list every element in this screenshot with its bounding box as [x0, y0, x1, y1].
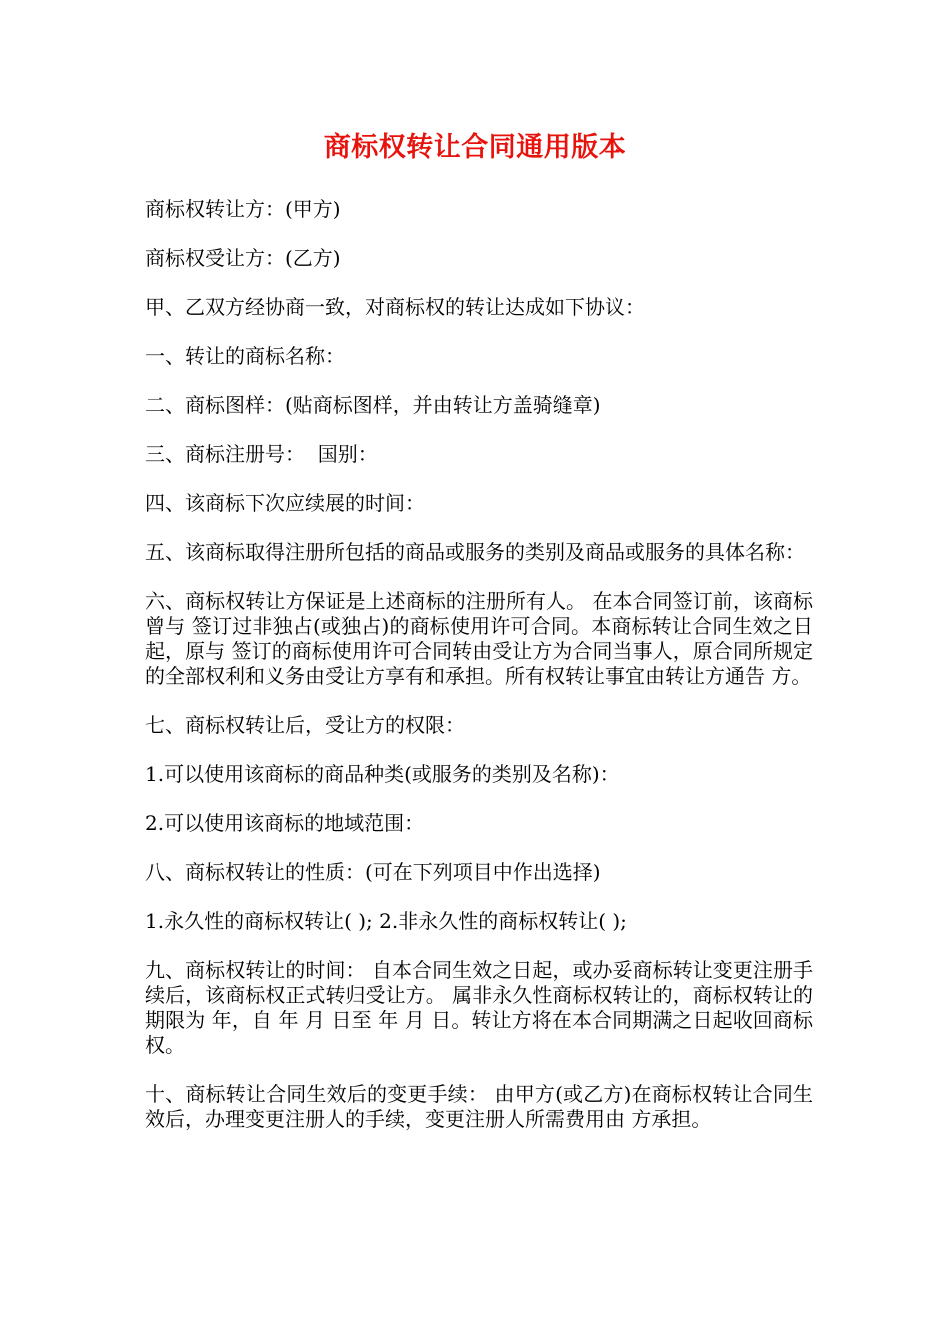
- clause-7-item-2: 2.可以使用该商标的地域范围：: [145, 811, 425, 835]
- clause-2-trademark-image: 二、商标图样：(贴商标图样，并由转让方盖骑缝章): [145, 393, 601, 417]
- clause-8-transfer-nature: 八、商标权转让的性质：(可在下列项目中作出选择): [145, 860, 601, 884]
- clause-3-registration-number: 三、商标注册号： 国别：: [145, 442, 378, 466]
- party-transferor: 商标权转让方：(甲方): [145, 197, 341, 221]
- clause-4-renewal-time: 四、该商标下次应续展的时间：: [145, 491, 425, 515]
- clause-10-change-procedure: 十、商标转让合同生效后的变更手续： 由甲方(或乙方)在商标权转让合同生效后，办理变更注册人的手续，变更注册人所需费用由 方承担。: [145, 1082, 813, 1131]
- clause-7-transferee-rights: 七、商标权转让后，受让方的权限：: [145, 713, 465, 737]
- party-transferee: 商标权受让方：(乙方): [145, 246, 341, 270]
- clause-9-transfer-time: 九、商标权转让的时间： 自本合同生效之日起，或办妥商标转让变更注册手续后，该商标权正式转归受让方。 属非永久性商标权转让的，商标权转让的期限为 年，自 年 月 日至 年 月 日。转让方将在本合同期满之日起收回商标权。: [145, 958, 813, 1057]
- clause-6-ownership-guarantee: 六、商标权转让方保证是上述商标的注册所有人。 在本合同签订前，该商标曾与 签订过非独占(或独占)的商标使用许可合同。本商标转让合同生效之日起，原与 签订的商标使用许可合同转由受让方为合同当事人，原合同所规定的全部权利和义务由受让方享有和承担。所有权转让事宜由转让方通告 方。: [145, 589, 813, 688]
- clause-1-trademark-name: 一、转让的商标名称：: [145, 344, 345, 368]
- clause-7-item-1: 1.可以使用该商标的商品种类(或服务的类别及名称)：: [145, 762, 620, 786]
- document-title: 商标权转让合同通用版本: [323, 132, 627, 163]
- clause-5-goods-services: 五、该商标取得注册所包括的商品或服务的类别及商品或服务的具体名称：: [145, 540, 805, 564]
- agreement-intro: 甲、乙双方经协商一致，对商标权的转让达成如下协议：: [145, 295, 645, 319]
- document-body: [145, 197, 813, 1156]
- clause-8-options: 1.永久性的商标权转让( ); 2.非永久性的商标权转让( );: [145, 909, 627, 933]
